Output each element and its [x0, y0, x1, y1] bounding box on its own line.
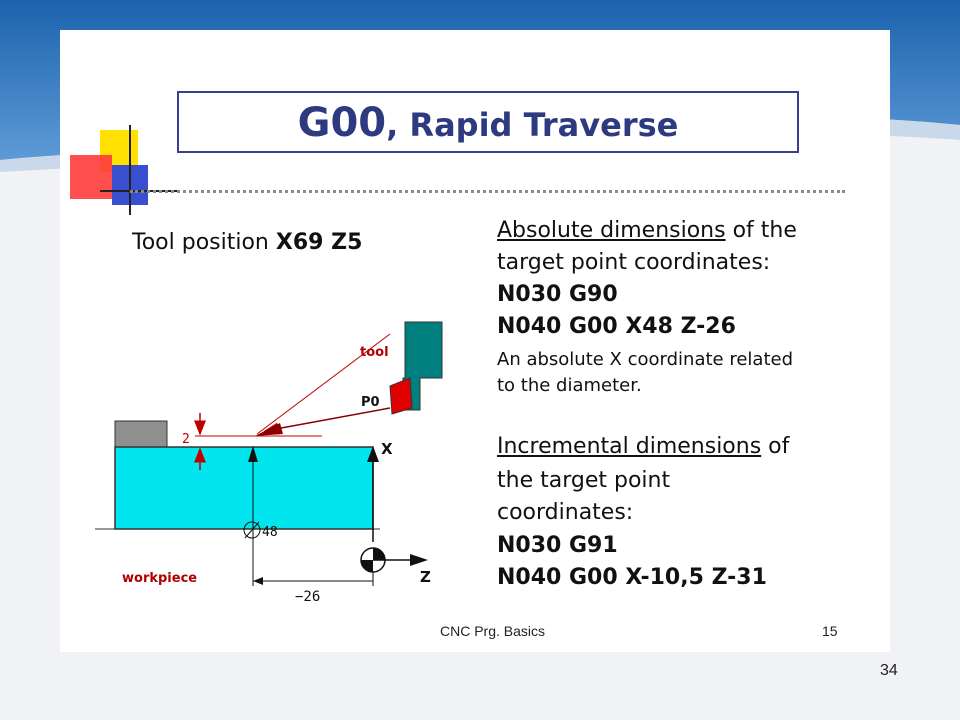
decorative-squares-logo — [70, 125, 180, 220]
tool-position-line — [132, 230, 362, 255]
slide-title — [177, 91, 799, 153]
g00-diagram — [90, 280, 490, 605]
workpiece-step — [115, 421, 167, 447]
absolute-code1: N030 G90 — [497, 282, 618, 307]
incremental-code2: N040 G00 X-10,5 Z-31 — [497, 565, 767, 590]
workpiece-body — [115, 447, 373, 529]
title-prefix: G00 — [297, 100, 387, 146]
workpiece-label: workpiece — [122, 571, 198, 586]
incremental-heading-underlined: Incremental dimensions — [497, 434, 762, 459]
page-number: 34 — [880, 662, 898, 679]
p0-label: P0 — [361, 395, 380, 410]
absolute-heading — [497, 216, 797, 246]
title-rest: , Rapid Traverse — [386, 106, 679, 144]
absolute-note1: An absolute X coordinate related — [497, 349, 793, 370]
diameter-label: 48 — [262, 525, 278, 540]
absolute-line2: target point coordinates: — [497, 250, 771, 275]
slide-footer-page: 15 — [822, 623, 838, 639]
z-axis-label: Z — [420, 568, 431, 586]
title-divider — [130, 190, 845, 193]
absolute-heading-underlined: Absolute dimensions — [497, 218, 726, 243]
incremental-code1: N030 G91 — [497, 533, 618, 558]
incremental-heading-rest: of — [761, 434, 790, 459]
slide — [60, 30, 890, 652]
incremental-line3: coordinates: — [497, 500, 634, 525]
z-dim-label: −26 — [295, 589, 321, 605]
dim-2-label: 2 — [182, 432, 190, 447]
absolute-note2: to the diameter. — [497, 375, 642, 396]
incremental-line2: the target point — [497, 468, 671, 493]
incremental-heading — [497, 432, 789, 462]
x-axis-label: X — [381, 440, 393, 458]
p0-insert — [390, 378, 412, 414]
tool-label: tool — [360, 345, 389, 360]
tool-position-label: Tool position — [132, 230, 269, 255]
slide-footer-title: CNC Prg. Basics — [440, 623, 546, 639]
absolute-heading-rest: of the — [725, 218, 797, 243]
absolute-code2: N040 G00 X48 Z-26 — [497, 314, 736, 339]
tool-position-value: X69 Z5 — [275, 230, 363, 255]
